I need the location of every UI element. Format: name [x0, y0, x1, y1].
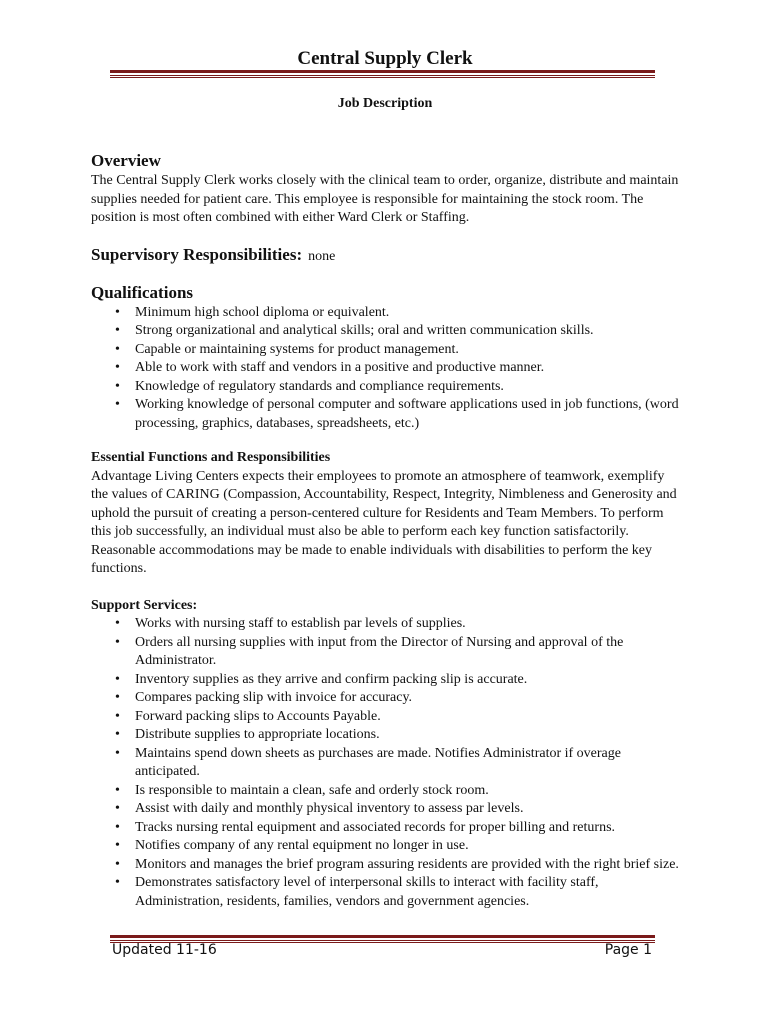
list-item: • Compares packing slip with invoice for accuracy.: [135, 689, 681, 708]
qualifications-heading: Qualifications: [91, 282, 194, 302]
list-item: • Able to work with staff and vendors in a positive and productive manner.: [135, 359, 681, 378]
document-body: [91, 150, 681, 911]
list-item: • Works with nursing staff to establish par levels of supplies.: [135, 615, 681, 634]
support-list: [91, 615, 681, 911]
list-item: • Demonstrates satisfactory level of interpersonal skills to interact with facility staff, Administration, residents, families, vendors and government agencies.: [135, 874, 681, 911]
list-item: • Monitors and manages the brief program assuring residents are provided with the right brief size.: [135, 856, 681, 875]
list-item: • Knowledge of regulatory standards and compliance requirements.: [135, 378, 681, 397]
list-item: • Assist with daily and monthly physical inventory to assess par levels.: [135, 800, 681, 819]
qualifications-section: [91, 282, 681, 434]
list-item: • Forward packing slips to Accounts Payable.: [135, 708, 681, 727]
list-item: • Strong organizational and analytical skills; oral and written communication skills.: [135, 322, 681, 341]
overview-heading: Overview: [91, 151, 161, 170]
supervisory-value: none: [308, 248, 336, 264]
list-item: • Maintains spend down sheets as purchases are made. Notifies Administrator if overage anticipated.: [135, 745, 681, 782]
page-title: Central Supply Clerk: [297, 48, 473, 69]
page-subtitle: Job Description: [337, 96, 433, 111]
essential-text: Advantage Living Centers expects their employees to promote an atmosphere of teamwork, exemplify the values of CARING (Compassion, Accountability, Respect, Integrity, Nimbleness and Generosity and uphold the pursuit of creating a person-centered culture for Residents and Team Members. To perform this job successfully, an individual must also be able to perform each key function satisfactorily. Reasonable accommodations may be made to enable individuals with disabilities to perform the key functions.: [91, 468, 677, 576]
list-item: • Distribute supplies to appropriate locations.: [135, 726, 681, 745]
qualifications-list: [91, 304, 681, 434]
header-rule: [110, 70, 655, 78]
list-item: • Inventory supplies as they arrive and confirm packing slip is accurate.: [135, 671, 681, 690]
footer-page-number: Page 1: [604, 942, 652, 958]
footer-updated: Updated 11-16: [112, 942, 217, 958]
support-section: [91, 597, 681, 912]
list-item: • Notifies company of any rental equipment no longer in use.: [135, 837, 681, 856]
list-item: • Is responsible to maintain a clean, safe and orderly stock room.: [135, 782, 681, 801]
supervisory-line: [91, 244, 681, 268]
overview-text: The Central Supply Clerk works closely with the clinical team to order, organize, distribute and maintain supplies needed for patient care. This employee is responsible for maintaining the stock room. The position is most often combined with either Ward Clerk or Staffing.: [91, 173, 679, 225]
list-item: • Minimum high school diploma or equivalent.: [135, 304, 681, 323]
support-heading: Support Services:: [91, 597, 198, 613]
list-item: • Tracks nursing rental equipment and associated records for proper billing and returns.: [135, 819, 681, 838]
list-item: • Orders all nursing supplies with input from the Director of Nursing and approval of the Administrator.: [135, 634, 681, 671]
list-item: • Working knowledge of personal computer and software applications used in job functions, (word processing, graphics, databases, spreadsheets, etc.): [135, 396, 681, 433]
essential-heading: Essential Functions and Responsibilities: [91, 450, 331, 465]
essential-section: [91, 449, 681, 579]
supervisory-heading: Supervisory Responsibilities:: [91, 244, 303, 264]
list-item: • Capable or maintaining systems for product management.: [135, 341, 681, 360]
